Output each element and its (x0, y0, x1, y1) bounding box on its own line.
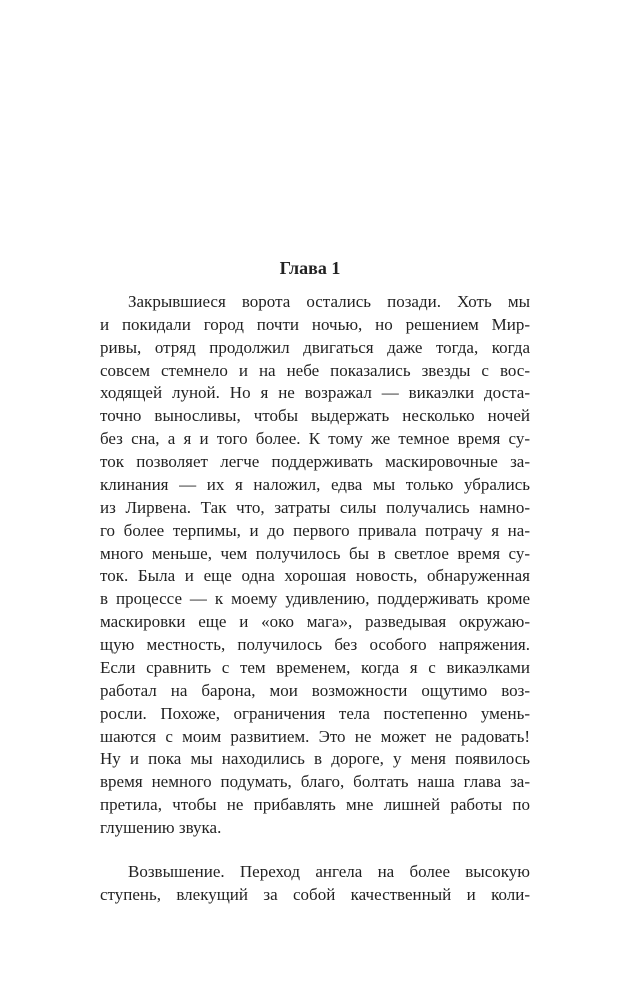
text-line: Если сравнить с тем временем, когда я с викаэлками (100, 657, 530, 677)
text-line: время немного подумать, благо, болтать наша глава за- (100, 772, 530, 792)
text-line: ступень, влекущий за собой качественный и коли- (100, 884, 530, 904)
text-line: клинания — их я наложил, едва мы только убрались (100, 474, 530, 494)
text-line: ток. Была и еще одна хорошая новость, обнаруженная (100, 566, 530, 586)
text-line: претила, чтобы не прибавлять мне лишней работы по (100, 795, 530, 815)
text-line: шаются с моим развитием. Это не может не радовать! (100, 726, 530, 746)
text-line: Закрывшиеся ворота остались позади. Хоть мы (128, 292, 530, 311)
text-line: Ну и пока мы находились в дороге, у меня появилось (100, 749, 530, 769)
text-line: го более терпимы, и до первого привала потрачу я на- (100, 520, 530, 540)
text-line: в процессе — к моему удивлению, поддерживать кроме (100, 589, 530, 609)
text-line: работал на барона, мои возможности ощутимо воз- (100, 680, 530, 700)
text-line: ривы, отряд продолжил двигаться даже тогда, когда (100, 337, 530, 357)
text-line: из Лирвена. Так что, затраты силы получались намно- (100, 497, 530, 517)
text-line: ток позволяет легче поддерживать маскировочные за- (100, 452, 530, 472)
text-line: ходящей луной. Но я не возражал — викаэлки доста- (100, 383, 530, 403)
text-line: щую местность, получилось без особого напряжения. (100, 635, 530, 655)
text-line: без сна, а я и того более. К тому же темное время су- (100, 429, 530, 449)
chapter-title: Глава 1 (279, 258, 341, 278)
text-line: и покидали город почти ночью, но решением Мир- (100, 314, 530, 334)
text-line: совсем стемнело и на небе показались звезды с вос- (100, 360, 530, 380)
text-line: глушению звука. (100, 818, 222, 837)
text-line: маскировки еще и «око мага», разведывая окружаю- (100, 612, 530, 632)
text-line: Возвышение. Переход ангела на более высокую (128, 862, 530, 881)
text-line: много меньше, чем получилось бы в светлое время су- (100, 543, 530, 563)
text-line: точно выносливы, чтобы выдержать несколько ночей (100, 406, 530, 426)
text-line: росли. Похоже, ограничения тела постепенно умень- (100, 703, 530, 723)
